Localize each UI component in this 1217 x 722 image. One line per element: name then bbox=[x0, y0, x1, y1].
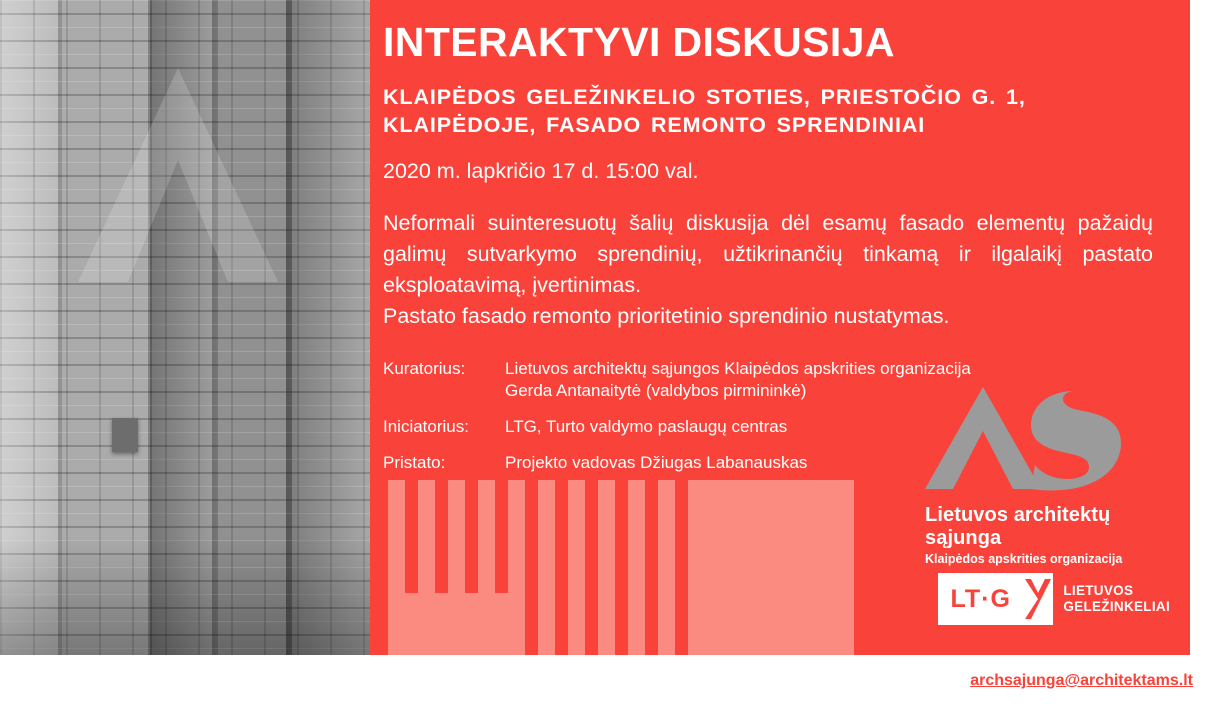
las-monogram-icon bbox=[925, 385, 1160, 493]
credit-value bbox=[505, 416, 787, 438]
title-part-one: INTERAKTYVI bbox=[383, 19, 661, 65]
facade-photo bbox=[0, 0, 372, 655]
contact-email-link[interactable]: archsajunga@architektams.lt bbox=[970, 672, 1193, 689]
ltg-logo-mark: LT·G bbox=[950, 584, 1011, 613]
credit-label: Kuratorius: bbox=[383, 359, 466, 378]
photo-base-shadow bbox=[0, 535, 372, 655]
subtitle bbox=[383, 83, 1178, 139]
ltg-logo bbox=[938, 573, 1170, 625]
las-logo bbox=[925, 385, 1170, 566]
las-logo-subname: Klaipėdos apskrities organizacija bbox=[925, 552, 1123, 566]
footer bbox=[0, 655, 1217, 722]
subtitle-line-two: KLAIPĖDOJE, FASADO REMONTO SPRENDINIAI bbox=[383, 113, 926, 137]
ltg-wordmark-line-one: LIETUVOS bbox=[1063, 583, 1134, 598]
credit-value bbox=[505, 358, 971, 402]
event-datetime: 2020 m. lapkričio 17 d. 15:00 val. bbox=[383, 159, 699, 183]
page-title bbox=[383, 0, 1178, 66]
ltg-x-icon bbox=[1024, 579, 1054, 619]
credit-value-line: Projekto vadovas Džiugas Labanauskas bbox=[505, 453, 808, 472]
credit-label: Pristato: bbox=[383, 453, 446, 472]
ltg-wordmark-line-two: GELEŽINKELIAI bbox=[1063, 599, 1170, 614]
subtitle-line-one: KLAIPĖDOS GELEŽINKELIO STOTIES, PRIESTOČIO G. 1, bbox=[383, 85, 1026, 109]
credit-value bbox=[505, 452, 807, 474]
title-part-two: DISKUSIJA bbox=[672, 19, 895, 65]
credit-value-line: LTG, Turto valdymo paslaugų centras bbox=[505, 417, 788, 436]
poster-content bbox=[383, 0, 1178, 655]
ltg-logo-wordmark bbox=[1053, 573, 1170, 625]
abstract-last-line: Pastato fasado remonto prioritetinio sprendinio nustatymas. bbox=[383, 304, 950, 328]
abstract-text: Neformali suinteresuotų šalių diskusija dėl esamų fasado elementų pažaidų galimų sutvarkymo sprendinių, užtikrinančių tinkamą ir ilgalaikį pastato eksploatavimą, įvertinimas. bbox=[383, 211, 1153, 297]
photo-wall-lamp bbox=[112, 418, 138, 452]
event-abstract bbox=[383, 208, 1153, 332]
credit-value-line: Gerda Antanaitytė (valdybos pirmininkė) bbox=[505, 381, 807, 400]
credit-label: Iniciatorius: bbox=[383, 417, 469, 436]
credit-value-line: Lietuvos architektų sąjungos Klaipėdos apskrities organizacija bbox=[505, 359, 971, 378]
las-logo-name: Lietuvos architektų sąjunga bbox=[925, 504, 1111, 549]
